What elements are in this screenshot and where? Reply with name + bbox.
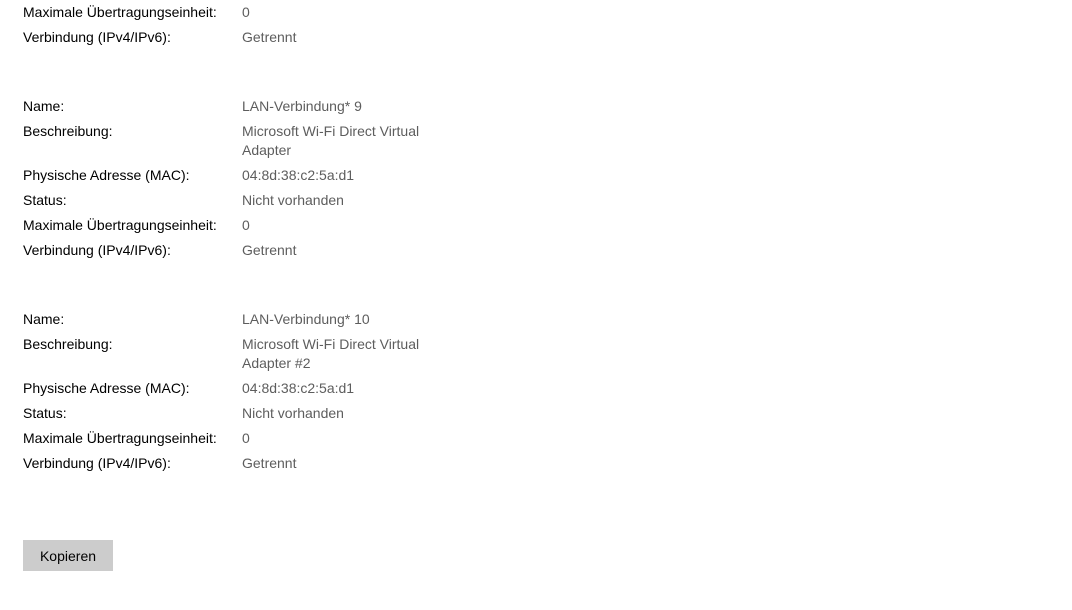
property-label: Beschreibung:: [23, 123, 113, 139]
property-row-mtu: [23, 429, 1023, 448]
property-label: Name:: [23, 311, 65, 327]
property-row-status: [23, 191, 1023, 210]
property-row-mac: [23, 379, 1023, 398]
property-row-description: [23, 335, 1023, 373]
property-row-status: [23, 404, 1023, 423]
property-value: Getrennt: [242, 29, 297, 45]
property-row-connection: [23, 454, 1023, 473]
property-value: LAN-Verbindung* 10: [242, 311, 370, 327]
property-row-name: [23, 97, 1023, 116]
property-label: Verbindung (IPv4/IPv6):: [23, 29, 171, 45]
property-value: LAN-Verbindung* 9: [242, 98, 362, 114]
property-label: Verbindung (IPv4/IPv6):: [23, 242, 171, 258]
property-label: Status:: [23, 405, 67, 421]
property-value: Getrennt: [242, 455, 297, 471]
property-value: 04:8d:38:c2:5a:d1: [242, 380, 355, 396]
property-value: Microsoft Wi-Fi Direct Virtual Adapter: [242, 123, 420, 158]
property-value: Microsoft Wi-Fi Direct Virtual Adapter #2: [242, 336, 420, 371]
property-row-description: [23, 122, 1023, 160]
property-label: Verbindung (IPv4/IPv6):: [23, 455, 171, 471]
property-value: Nicht vorhanden: [242, 192, 344, 208]
property-row-mtu: [23, 3, 1023, 22]
network-properties-list: [23, 0, 1023, 479]
property-label: Status:: [23, 192, 67, 208]
property-row-mac: [23, 166, 1023, 185]
adapter-properties-group: [23, 3, 1023, 47]
property-value: 0: [242, 4, 250, 20]
property-label: Beschreibung:: [23, 336, 113, 352]
property-value: Nicht vorhanden: [242, 405, 344, 421]
property-row-mtu: [23, 216, 1023, 235]
property-label: Maximale Übertragungseinheit:: [23, 4, 217, 20]
property-row-name: [23, 310, 1023, 329]
property-label: Name:: [23, 98, 65, 114]
property-label: Physische Adresse (MAC):: [23, 167, 190, 183]
property-row-connection: [23, 28, 1023, 47]
adapter-properties-group: [23, 97, 1023, 260]
property-label: Maximale Übertragungseinheit:: [23, 430, 217, 446]
property-label: Maximale Übertragungseinheit:: [23, 217, 217, 233]
property-value: 0: [242, 217, 250, 233]
property-value: 04:8d:38:c2:5a:d1: [242, 167, 355, 183]
property-value: 0: [242, 430, 250, 446]
property-value: Getrennt: [242, 242, 297, 258]
adapter-properties-group: [23, 310, 1023, 473]
copy-button[interactable]: Kopieren: [23, 540, 113, 571]
property-row-connection: [23, 241, 1023, 260]
property-label: Physische Adresse (MAC):: [23, 380, 190, 396]
